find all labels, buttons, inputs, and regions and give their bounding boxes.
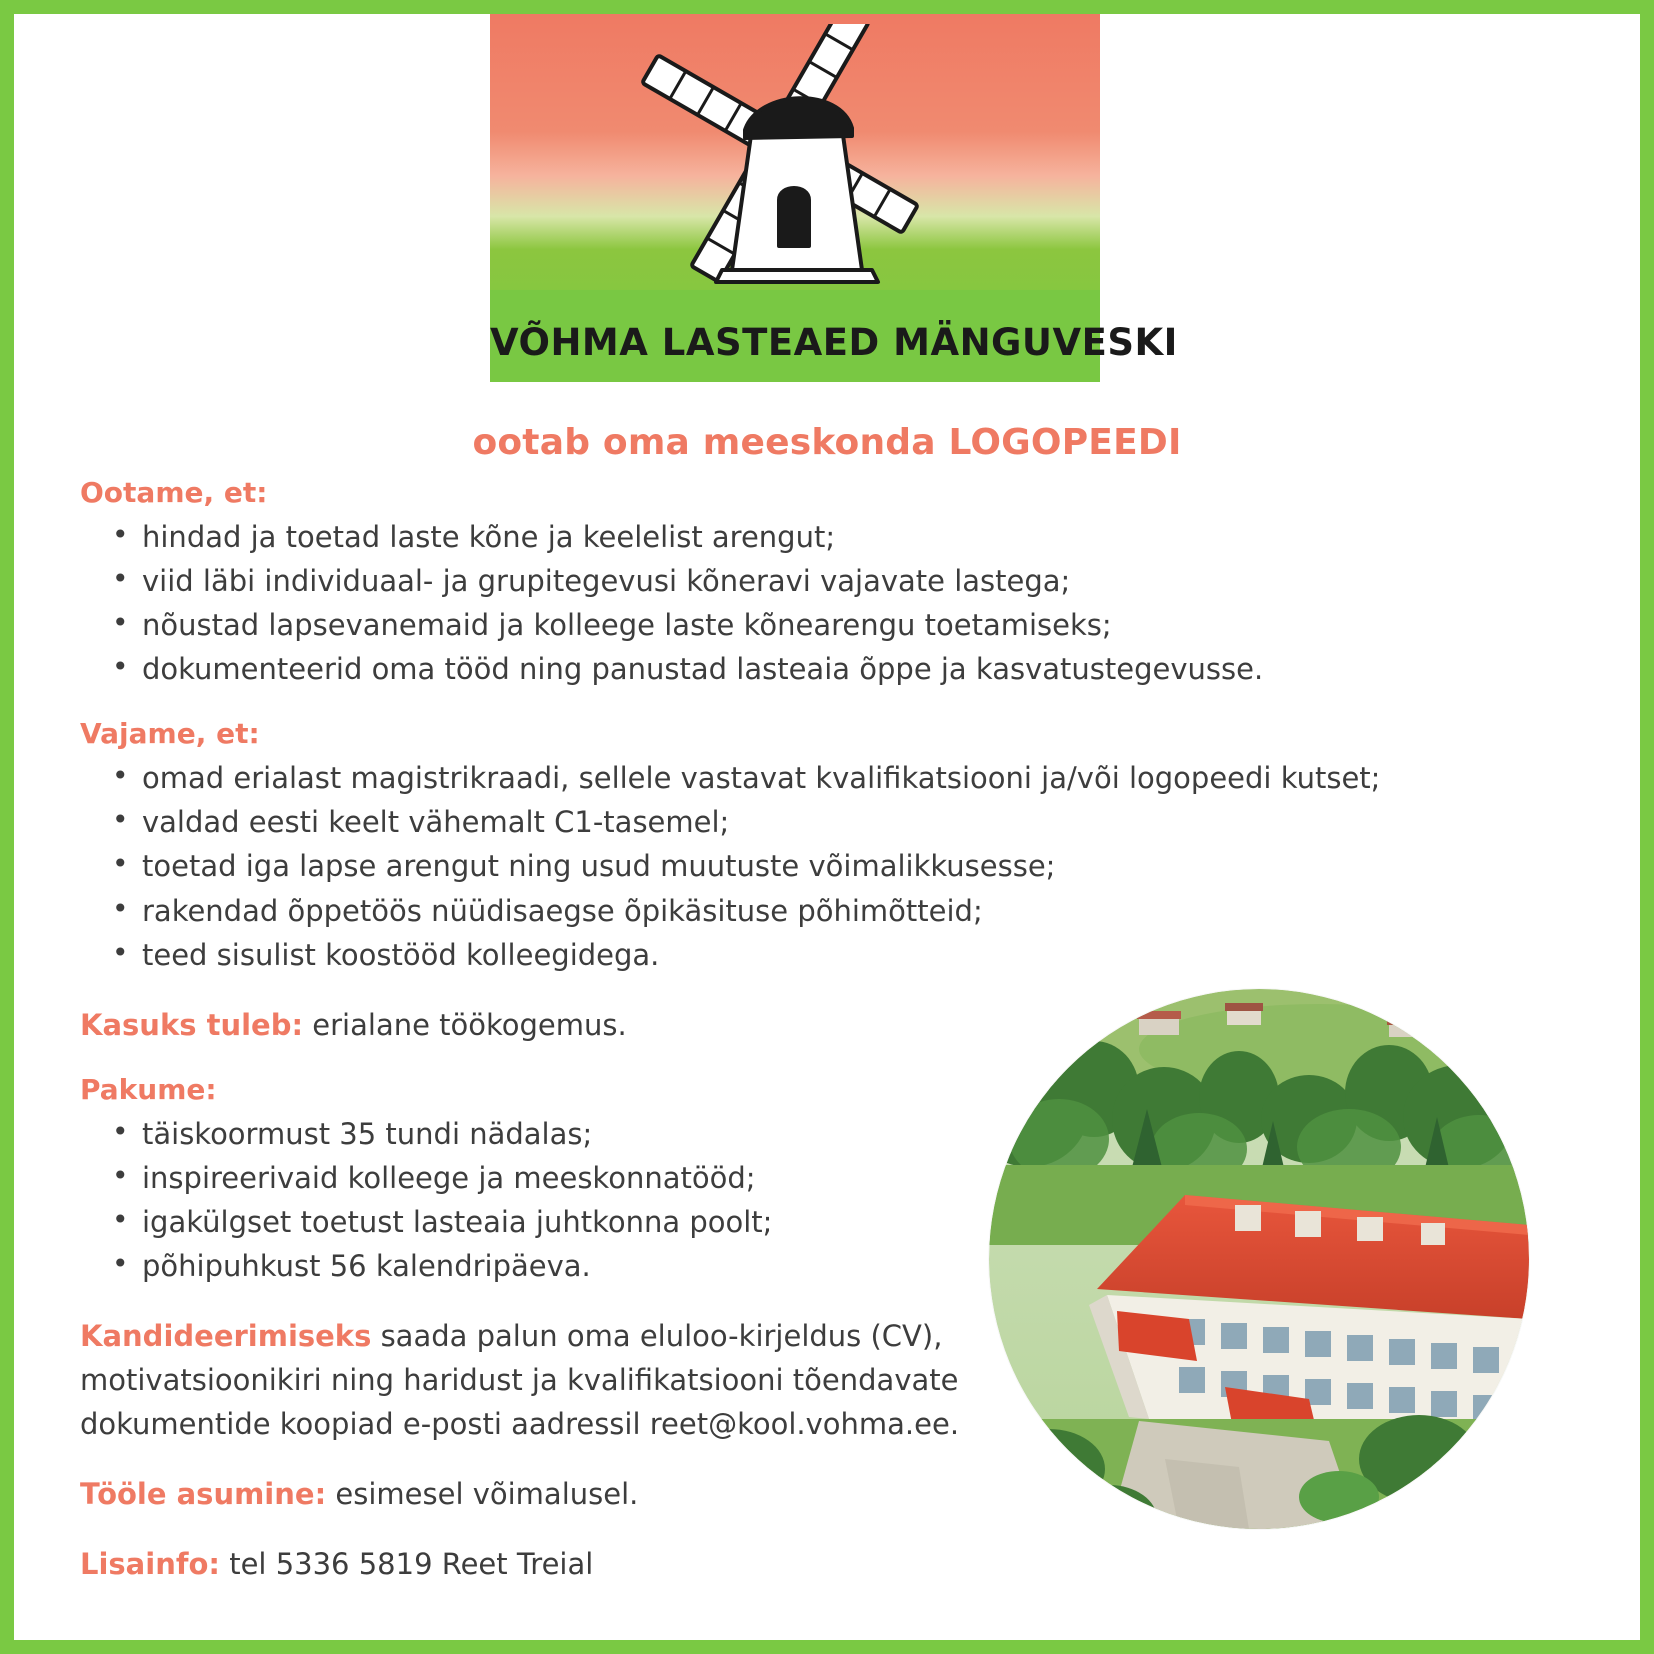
poster-page xyxy=(14,14,1640,1640)
windmill-icon xyxy=(490,24,1100,294)
section-requirements xyxy=(70,717,1550,976)
section-heading: Ootame, et: xyxy=(80,476,268,509)
list-item: • toetad iga lapse arengut ning usud muutuste võimalikkusesse; xyxy=(112,844,1550,888)
list-item: • täiskoormust 35 tundi nädalas; xyxy=(112,1112,1550,1156)
start-text: esimesel võimalusel. xyxy=(326,1477,639,1512)
apply-paragraph xyxy=(80,1314,960,1446)
list-item: • omad erialast magistrikraadi, sellele vastavat kvalifikatsiooni ja/või logopeedi kutset; xyxy=(112,756,1550,800)
start-label: Tööle asumine: xyxy=(80,1477,327,1512)
requirements-list xyxy=(70,756,1550,976)
apply-text: saada palun oma eluloo-kirjeldus (CV), motivatsioonikiri ning haridust ja kvalifikatsiooni tõendavate dokumentide koopiad e-posti aadressil reet@kool.vohma.ee. xyxy=(80,1319,960,1442)
list-item: • põhipuhkust 56 kalendripäeva. xyxy=(112,1244,1550,1288)
frame-left-border xyxy=(0,0,14,1654)
expectations-list xyxy=(70,515,1550,691)
list-item: • igakülgset toetust lasteaia juhtkonna poolt; xyxy=(112,1200,1550,1244)
info-label: Lisainfo: xyxy=(80,1547,220,1582)
frame-right-border xyxy=(1640,0,1654,1654)
list-item: • hindad ja toetad laste kõne ja keelelist arengut; xyxy=(112,515,1550,559)
organization-logo xyxy=(490,14,1178,382)
list-item: • viid läbi individuaal- ja grupitegevusi kõneravi vajavate lastega; xyxy=(112,559,1550,603)
section-heading: Vajame, et: xyxy=(80,717,260,751)
list-item: • valdad eesti keelt vähemalt C1-tasemel; xyxy=(112,800,1550,844)
building-photo xyxy=(989,989,1529,1529)
section-expectations xyxy=(70,476,1550,691)
info-text: tel 5336 5819 Reet Treial xyxy=(219,1547,594,1582)
page-title: ootab oma meeskonda LOGOPEEDI xyxy=(472,422,1182,463)
section-heading: Pakume: xyxy=(80,1072,217,1106)
apply-label: Kandideerimiseks xyxy=(80,1319,372,1354)
list-item: • teed sisulist koostööd kolleegidega. xyxy=(112,933,1550,977)
list-item: • rakendad õppetöös nüüdisaegse õpikäsituse põhimõtteid; xyxy=(112,889,1550,933)
organization-name: VÕHMA LASTEAED MÄNGUVESKI xyxy=(490,321,1178,364)
advantage-text: erialane töökogemus. xyxy=(303,1007,627,1042)
info-paragraph xyxy=(80,1542,1550,1586)
list-item: • inspireerivaid kolleege ja meeskonnatööd; xyxy=(112,1156,1550,1200)
list-item: • dokumenteerid oma tööd ning panustad lasteaia õppe ja kasvatustegevusse. xyxy=(112,647,1550,691)
frame-bottom-border xyxy=(0,1640,1654,1654)
advantage-label: Kasuks tuleb: xyxy=(80,1007,304,1042)
frame-top-border xyxy=(0,0,1654,14)
list-item: • nõustad lapsevanemaid ja kolleege laste kõnearengu toetamiseks; xyxy=(112,603,1550,647)
